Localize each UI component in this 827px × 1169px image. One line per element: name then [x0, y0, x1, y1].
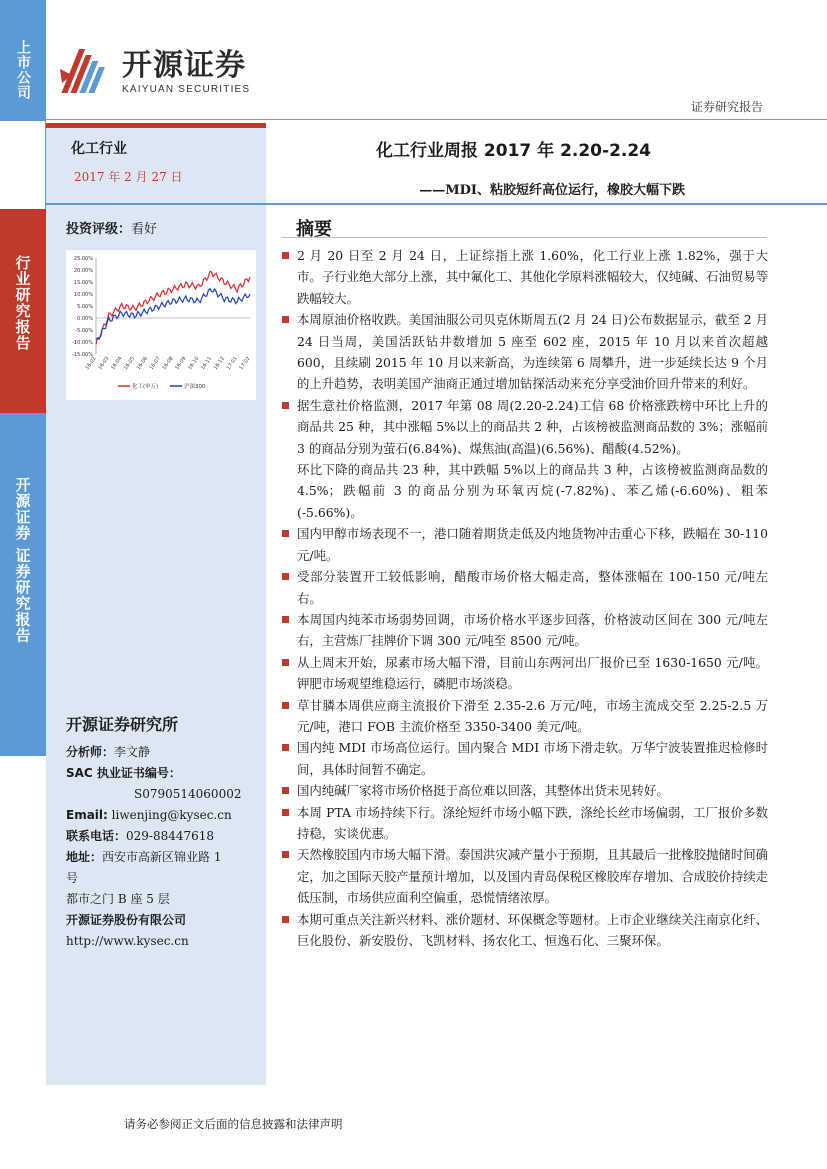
x-tick-label: 16-10 [187, 355, 201, 372]
side-segment-listed [0, 0, 46, 121]
y-tick-label: 25.00% [73, 256, 93, 262]
summary-bullet [282, 523, 768, 566]
bullet-text: 国内甲醇市场表现不一，港口随着期货走低及内地货物冲击重心下移，跌幅在 30-110 元/吨。 [297, 526, 768, 563]
bullet-square-icon [282, 252, 289, 259]
bullet-text: 2 月 20 日至 2 月 24 日，上证综指上涨 1.60%，化工行业上涨 1.82%，强于大市。子行业绝大部分上涨，其中氟化工、其他化学原料涨幅较大，仅纯碱、石油贸易等跌幅较大。 [297, 248, 768, 306]
x-tick-label: 16-07 [148, 355, 162, 372]
rating-value: 看好 [131, 222, 158, 237]
bullet-text: 受部分装置开工较低影响，醋酸市场价格大幅走高，整体涨幅在 100-150 元/吨左右。 [297, 569, 768, 606]
email-label: Email: [66, 808, 108, 822]
address-label: 地址： [66, 850, 103, 864]
x-tick-label: 17-01 [225, 355, 239, 372]
bullet-text: 国内纯碱厂家将市场价格挺于高位难以回落，其整体出货未见转好。 [297, 783, 669, 799]
bullet-text: 本周原油价格收跌。美国油服公司贝克休斯周五(2 月 24 日)公布数据显示，截至 2 月 24 日当周，美国活跃钻井数增加 5 座至 602 座，2015 年 10 月以来首次超越 600，且续刷 2015 年 10 月以来新高，为连续第 6 周攀升，进一步延续长达 9 个月的上升趋势，表明美国产油商正通过增加钻探活动来充分享受油价回升带来的利好。 [297, 312, 768, 392]
summary-bullet [282, 780, 768, 801]
summary-heading: 摘要 [296, 219, 332, 240]
series-line-csi300 [96, 289, 250, 340]
summary-bullet [282, 695, 768, 738]
summary-bullet [282, 844, 768, 908]
report-date: 2017 年 2 月 27 日 [74, 170, 183, 184]
rating-label: 投资评级： [66, 222, 132, 237]
legend-label: 沪深300 [184, 384, 206, 390]
sac-label: SAC 执业证书编号： [66, 766, 181, 780]
email-value[interactable]: liwenjing@kysec.cn [111, 808, 232, 822]
industry-name: 化工行业 [71, 141, 127, 157]
logo-chinese-name: 开源证券 [122, 47, 246, 83]
header-divider [46, 119, 827, 120]
side-label-listed: 上市公司 [15, 40, 31, 100]
x-tick-label: 16-04 [110, 355, 124, 372]
bullet-square-icon [282, 659, 289, 666]
x-tick-label: 16-05 [122, 355, 137, 372]
y-tick-label: 15.00% [73, 280, 93, 286]
bullet-square-icon [282, 616, 289, 623]
x-tick-label: 17-02 [238, 355, 252, 372]
summary-divider [282, 237, 767, 238]
side-segment-industry [0, 209, 46, 413]
summary-bullets [282, 245, 768, 951]
left-info-column [46, 205, 266, 1085]
x-tick-label: 16-11 [199, 355, 214, 372]
bullet-square-icon [282, 702, 289, 709]
y-tick-label: 20.00% [73, 268, 93, 274]
performance-chart [66, 250, 256, 400]
bullet-square-icon [282, 916, 289, 923]
report-title: 化工行业周报 2017 年 2.20-2.24 [376, 141, 652, 161]
summary-bullet [282, 395, 768, 459]
logo-english-name: KAIYUAN SECURITIES [122, 83, 251, 95]
y-tick-label: -5.00% [75, 328, 93, 334]
bullet-square-icon [282, 402, 289, 409]
y-tick-label: 0.00% [77, 316, 93, 322]
performance-chart-svg [66, 250, 256, 400]
sac-number: S0790514060002 [134, 787, 242, 801]
report-type: 证券研究报告 [690, 100, 763, 114]
bullet-text: 从上周末开始，尿素市场大幅下滑，目前山东两河出厂报价已至 1630-1650 元/吨。钾肥市场观望维稳运行，磷肥市场淡稳。 [297, 654, 768, 692]
bullet-square-icon [282, 851, 289, 858]
x-tick-label: 16-02 [84, 355, 98, 372]
analyst-label: 分析师： [66, 745, 115, 759]
summary-bullet [282, 802, 768, 845]
x-tick-label: 16-12 [212, 355, 226, 372]
side-label-industry: 行业研究报告 [13, 255, 32, 351]
y-tick-label: -10.00% [72, 340, 93, 346]
company-name: 开源证券股份有限公司 [66, 913, 187, 927]
y-tick-label: 10.00% [73, 292, 93, 298]
address-line-2: 号 [66, 871, 79, 885]
bullet-text: 本期可重点关注新兴材料、涨价题材、环保概念等题材。上市企业继续关注南京化纤、巨化股份、新安股份、飞凯材料、扬农化工、恒逸石化、三聚环保。 [297, 911, 768, 948]
analyst-name: 李文静 [114, 745, 151, 759]
address-line-1: 西安市高新区锦业路 1 [102, 850, 222, 864]
bullet-text: 本周 PTA 市场持续下行。涤纶短纤市场小幅下跌，涤纶长丝市场偏弱，工厂报价多数持稳，实谈优惠。 [297, 804, 768, 841]
website-link[interactable]: http://www.kysec.cn [66, 934, 189, 948]
legend-label: 化工(申万) [132, 384, 159, 390]
side-strip [0, 0, 46, 1169]
bullet-text: 本周国内纯苯市场弱势回调，市场价格水平逐步回落，价格波动区间在 300 元/吨左右，主营炼厂挂牌价下调 300 元/吨至 8500 元/吨。 [297, 611, 768, 649]
report-subtitle: ——MDI、粘胶短纤高位运行，橡胶大幅下跌 [419, 183, 685, 198]
bullet-square-icon [282, 744, 289, 751]
bullet-square-icon [282, 787, 289, 794]
bullet-text: 草甘膦本周供应商主流报价下滑至 2.35-2.6 万元/吨，市场主流成交至 2.25-2.5 万元/吨，港口 FOB 主流价格至 3350-3400 美元/吨。 [297, 697, 768, 734]
x-tick-label: 16-08 [161, 355, 175, 372]
y-tick-label: 5.00% [77, 304, 93, 310]
x-tick-label: 16-06 [135, 355, 149, 372]
summary-bullet-closing [282, 909, 768, 952]
industry-box [46, 128, 266, 203]
x-tick-label: 16-09 [174, 355, 188, 372]
bullet-square-icon [282, 316, 289, 323]
summary-bullet [282, 245, 768, 309]
summary-bullet [282, 737, 768, 780]
summary-bullet [282, 652, 768, 695]
bullet-square-icon [282, 573, 289, 580]
summary-bullet [282, 609, 768, 652]
address-line-3: 都市之门 B 座 5 层 [66, 892, 170, 906]
side-label-brand: 开源证券 证券研究报告 [13, 477, 32, 644]
footer-disclaimer: 请务必参阅正文后面的信息披露和法律声明 [124, 1117, 343, 1131]
series-line-chemical [96, 271, 250, 344]
bullet-square-icon [282, 809, 289, 816]
side-segment-blank [0, 121, 46, 209]
phone-label: 联系电话： [66, 829, 127, 843]
y-tick-label: -15.00% [72, 352, 93, 358]
bullet-text: 据生意社价格监测，2017 年第 08 周(2.20-2.24)工信 68 价格涨跌榜中环比上升的商品共 25 种，其中涨幅 5%以上的商品共 2 种，占该榜被监测商品数的 3%；涨幅前 3 的商品分别为萤石(6.84%)、煤焦油(高温)(6.56%)、醋酸(4.52%)。 [297, 397, 768, 456]
summary-bullet [282, 309, 768, 395]
bullet-text: 国内纯 MDI 市场高位运行。国内聚合 MDI 市场下滑走软。万华宁波装置推迟检修时间，具体时间暂不确定。 [297, 740, 768, 777]
investment-rating [66, 218, 157, 237]
institute-name: 开源证券研究所 [66, 715, 179, 734]
bullet-square-icon [282, 530, 289, 537]
side-segment-brand [0, 413, 46, 756]
contact-block [66, 742, 262, 952]
x-tick-label: 16-03 [97, 355, 111, 372]
phone-value: 029-88447618 [126, 829, 215, 843]
summary-bullet-continuation: 环比下降的商品共 23 种，其中跌幅 5%以上的商品共 3 种，占该榜被监测商品数的 4.5%；跌幅前 3 的商品分别为环氧丙烷(-7.82%)、苯乙烯(-6.60%)、粗苯(-5.66%)。 [297, 462, 768, 520]
logo-mark-icon [58, 47, 116, 97]
bullet-text: 天然橡胶国内市场大幅下滑。泰国洪灾减产量小于预期，且其最后一批橡胶抛储时间确定，加之国际天胶产量预计增加，以及国内青岛保税区橡胶库存增加、合成胶价持续走低压制，市场供应面利空偏重，恐慌情绪浓厚。 [297, 847, 768, 906]
summary-bullet [282, 566, 768, 609]
company-logo [58, 44, 258, 100]
